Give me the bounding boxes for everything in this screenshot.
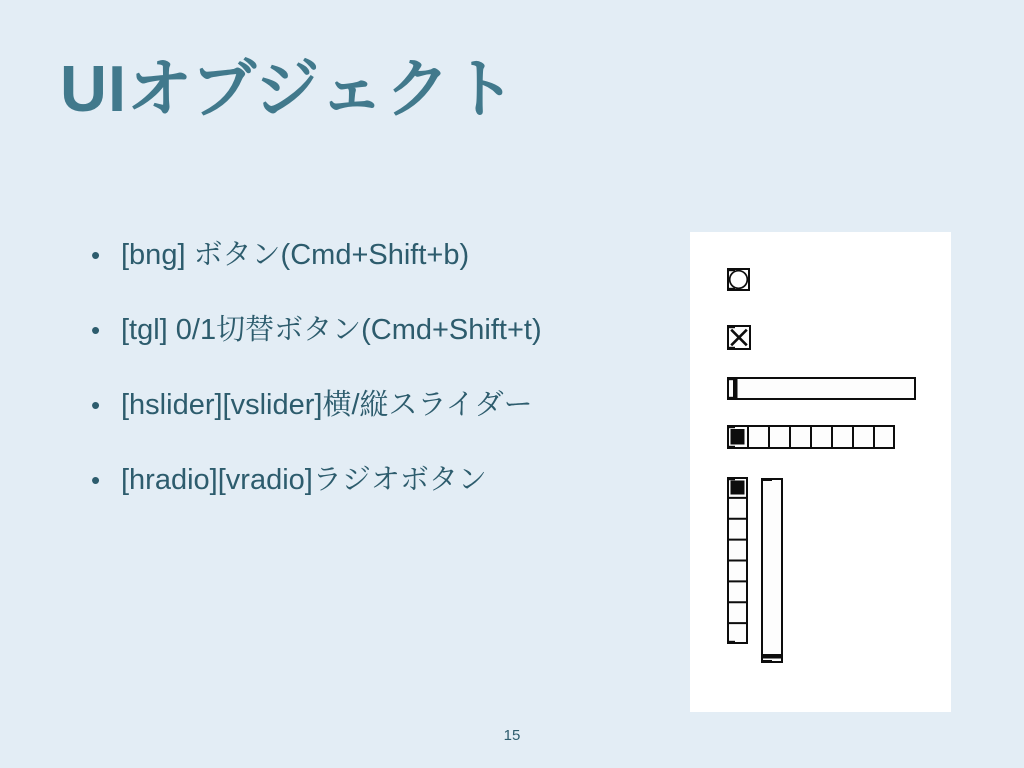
- horizontal-radio-icon: [727, 425, 895, 449]
- vertical-slider-icon: [761, 478, 783, 663]
- horizontal-slider-icon: [727, 377, 916, 400]
- list-item: [88, 239, 542, 271]
- bullet-marker: •: [91, 315, 101, 345]
- bullet-text: [hradio][vradio]ラジオボタン: [121, 464, 487, 496]
- bullet-list: [88, 239, 542, 539]
- bullet-marker: •: [91, 240, 101, 270]
- bullet-marker: •: [91, 465, 101, 495]
- toggle-icon: [727, 325, 751, 350]
- pd-widget-demo-panel: [690, 232, 951, 712]
- page-title: UIオブジェクト: [60, 52, 518, 125]
- bullet-marker: •: [91, 390, 101, 420]
- page-number: 15: [503, 727, 521, 744]
- list-item: [88, 464, 542, 496]
- bang-button-icon: [727, 268, 750, 291]
- bullet-text: [bng] ボタン(Cmd+Shift+b): [121, 239, 470, 271]
- list-item: [88, 389, 542, 421]
- bullet-text: [tgl] 0/1切替ボタン(Cmd+Shift+t): [121, 314, 542, 346]
- list-item: [88, 314, 542, 346]
- vertical-radio-icon: [727, 477, 748, 644]
- bullet-text: [hslider][vslider]横/縦スライダー: [121, 389, 533, 421]
